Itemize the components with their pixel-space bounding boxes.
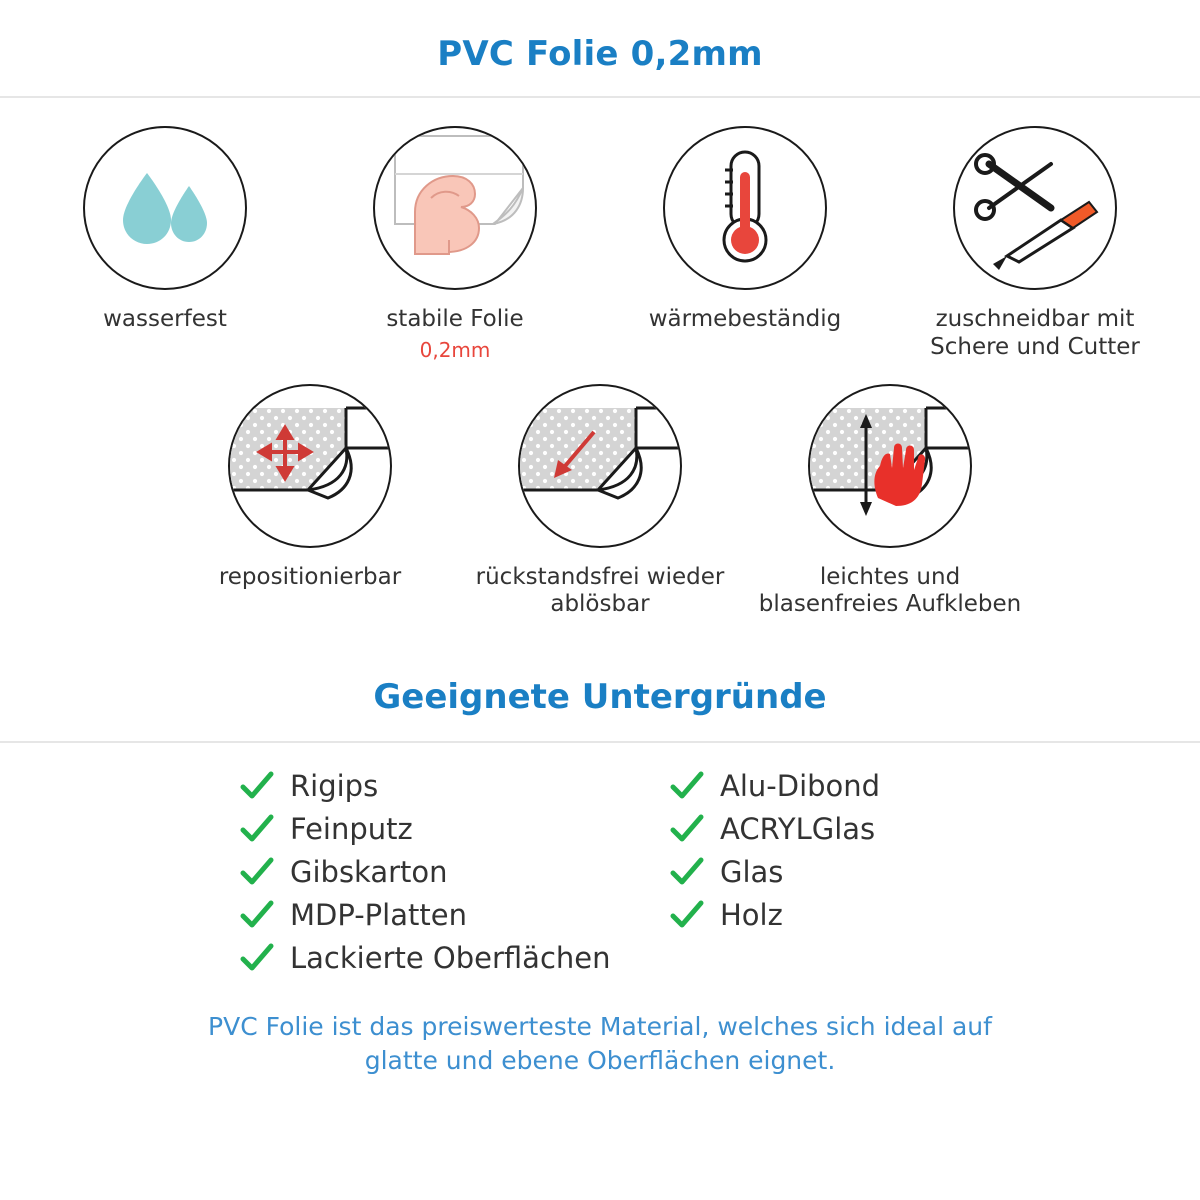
check-icon [670, 900, 704, 930]
water-drops-icon [85, 128, 245, 288]
check-icon [670, 771, 704, 801]
check-icon [240, 857, 274, 887]
feature-icon-circle [953, 126, 1117, 290]
feature-icon-circle [808, 384, 972, 548]
hand-smoothing-icon [810, 386, 970, 546]
scissors-cutter-icon [955, 128, 1115, 288]
substrate-lists [0, 769, 1200, 984]
check-icon [670, 857, 704, 887]
substrates-title: Geeignete Untergründe [373, 676, 827, 717]
feature-row-1 [20, 126, 1180, 362]
check-icon [240, 814, 274, 844]
feature-rueckstandsfrei [455, 384, 745, 619]
feature-icon-circle [373, 126, 537, 290]
list-item-label: Lackierte Oberflächen [290, 940, 611, 975]
feature-grid [0, 98, 1200, 619]
feature-label: stabile Folie [386, 306, 524, 332]
list-item [670, 812, 1000, 846]
list-item-label: Gibskarton [290, 854, 448, 889]
footer-line-1: PVC Folie ist das preiswerteste Material, welches sich ideal auf [208, 1011, 992, 1041]
list-item [670, 769, 1000, 803]
list-item-label: Alu-Dibond [720, 768, 881, 803]
reposition-arrows-icon [230, 386, 390, 546]
peel-off-icon [520, 386, 680, 546]
feature-icon-circle [228, 384, 392, 548]
list-item [240, 769, 670, 803]
list-item-label: Holz [720, 897, 783, 932]
substrate-column-right [670, 769, 1000, 984]
check-icon [240, 943, 274, 973]
list-item [240, 812, 670, 846]
list-item [240, 898, 670, 932]
feature-wasserfest [20, 126, 310, 334]
strong-arm-icon [375, 128, 535, 288]
feature-label: leichtes und blasenfreies Aufkleben [758, 563, 1022, 618]
thermometer-icon [665, 128, 825, 288]
feature-label: zuschneidbar mit Schere und Cutter [930, 306, 1140, 360]
feature-sublabel: 0,2mm [419, 337, 491, 362]
list-item [670, 898, 1000, 932]
feature-repositionierbar [165, 384, 455, 592]
feature-stabile-folie [310, 126, 600, 362]
list-item [240, 855, 670, 889]
feature-label: wärmebeständig [648, 306, 842, 332]
page-title: PVC Folie 0,2mm [437, 34, 763, 74]
list-item-label: Glas [720, 854, 784, 889]
feature-icon-circle [663, 126, 827, 290]
list-item-label: MDP-Platten [290, 897, 467, 932]
check-icon [240, 771, 274, 801]
divider-bottom [0, 741, 1200, 743]
list-item-label: ACRYLGlas [720, 811, 876, 846]
check-icon [240, 900, 274, 930]
check-icon [670, 814, 704, 844]
feature-zuschneidbar [890, 126, 1180, 361]
feature-blasenfrei [745, 384, 1035, 619]
list-item-label: Feinputz [290, 811, 413, 846]
feature-icon-circle [518, 384, 682, 548]
feature-label: repositionierbar [218, 563, 402, 590]
footer-line-2: glatte und ebene Oberflächen eignet. [364, 1045, 836, 1075]
feature-icon-circle [83, 126, 247, 290]
list-item-label: Rigips [290, 768, 379, 803]
feature-label: rückstandsfrei wieder ablösbar [475, 563, 725, 618]
list-item [670, 855, 1000, 889]
feature-waermebestaendig [600, 126, 890, 334]
footer-note [0, 1010, 1200, 1078]
feature-label: wasserfest [103, 306, 227, 332]
list-item [240, 941, 670, 975]
substrate-column-left [240, 769, 670, 984]
feature-row-2 [20, 384, 1180, 619]
